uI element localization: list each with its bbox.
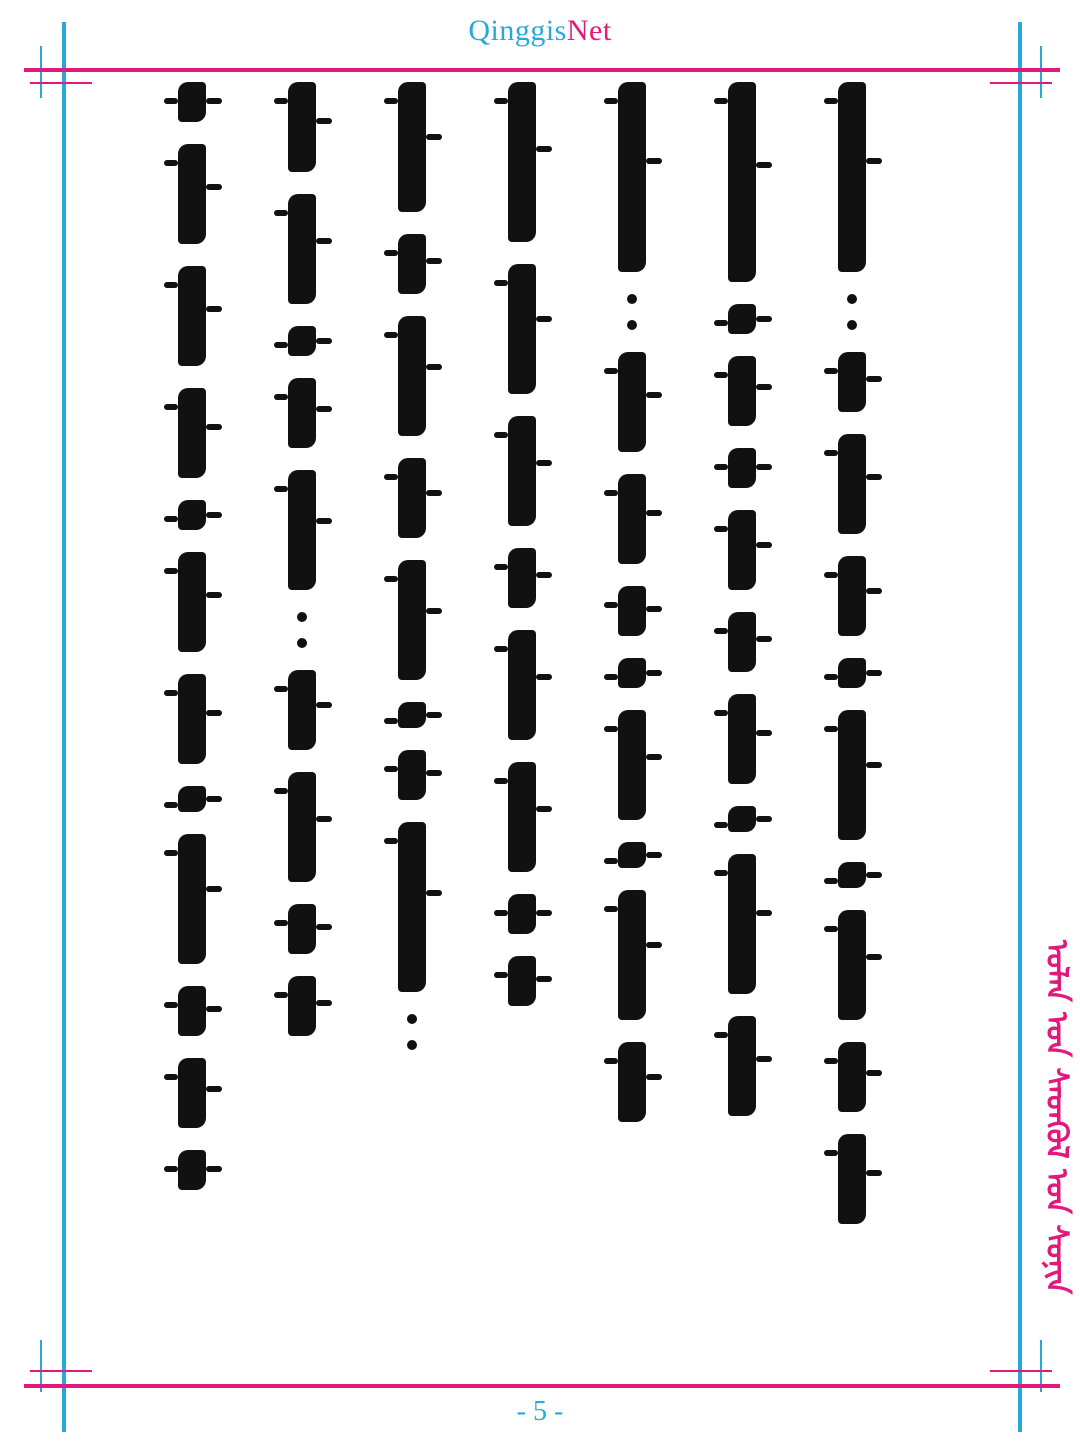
site-brand [0, 14, 1080, 48]
text-column-4 [470, 82, 574, 1362]
text-column-3 [580, 82, 684, 1362]
frame-left-outer [62, 22, 66, 1432]
text-column-6 [250, 82, 354, 1362]
body-text [80, 82, 900, 1362]
frame-bottom-inner-right [990, 1370, 1052, 1372]
frame-top [24, 68, 1060, 72]
brand-part-2: Net [566, 14, 612, 47]
frame-left-inner [40, 46, 42, 98]
text-column-5 [360, 82, 464, 1362]
frame-right-inner [1040, 46, 1042, 98]
frame-bottom [24, 1384, 1060, 1388]
brand-part-1: Qinggis [468, 14, 567, 47]
text-column-7 [140, 82, 244, 1362]
frame-right-outer [1018, 22, 1022, 1432]
text-column-2 [690, 82, 794, 1362]
frame-bottom-inner-left [30, 1370, 92, 1372]
frame-top-inner-right [990, 82, 1052, 84]
page-number: - 5 - [516, 1396, 564, 1427]
running-title: ᠣᠯᠠᠨ ᠤᠨ ᠰᠡᠳᠬᠦᠯ ᠤᠨ ᠰᠣᠨᠢᠨ [1039, 940, 1074, 1295]
text-column-1 [800, 82, 904, 1362]
